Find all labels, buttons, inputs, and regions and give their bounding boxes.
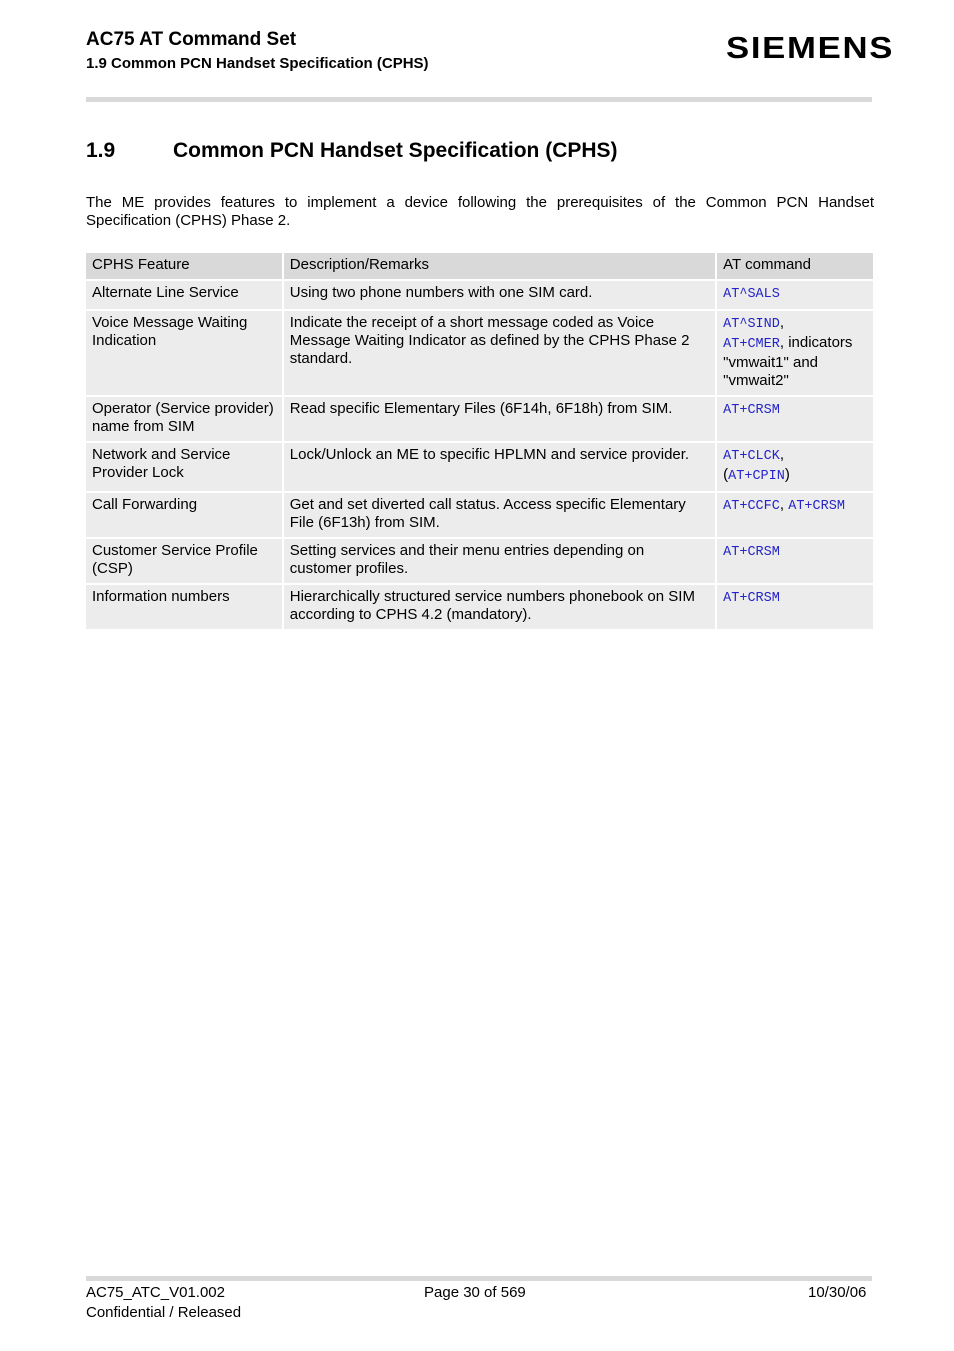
command-separator: , xyxy=(779,496,789,513)
description-cell: Lock/Unlock an ME to specific HPLMN and service provider. xyxy=(284,443,717,493)
description-cell: Get and set diverted call status. Access specific Elementary File (6F13h) from SIM. xyxy=(284,493,717,539)
command-separator: , xyxy=(779,314,785,331)
command-separator: , xyxy=(779,446,785,463)
table-header-row xyxy=(86,253,873,281)
table-row xyxy=(86,539,873,585)
command-link-ccfc[interactable]: AT+CCFC xyxy=(723,499,780,514)
command-cell xyxy=(717,539,873,585)
command-link-crsm[interactable]: AT+CRSM xyxy=(723,545,780,560)
footer-date: 10/30/06 xyxy=(808,1284,867,1301)
command-cell xyxy=(717,585,873,631)
command-cell xyxy=(717,311,873,397)
command-link-crsm[interactable]: AT+CRSM xyxy=(723,403,780,418)
description-cell: Hierarchically structured service numbers phonebook on SIM according to CPHS 4.2 (mandatory). xyxy=(284,585,717,631)
column-header-description: Description/Remarks xyxy=(284,253,717,281)
command-link-sind[interactable]: AT^SIND xyxy=(723,317,780,332)
command-link-crsm[interactable]: AT+CRSM xyxy=(788,499,845,514)
feature-cell: Information numbers xyxy=(86,585,284,631)
section-title: Common PCN Handset Specification (CPHS) xyxy=(173,139,618,162)
document-title: AC75 AT Command Set xyxy=(86,29,297,50)
section-number: 1.9 xyxy=(86,139,116,162)
description-cell: Read specific Elementary Files (6F14h, 6F18h) from SIM. xyxy=(284,397,717,443)
table-row xyxy=(86,281,873,311)
command-link-cmer[interactable]: AT+CMER xyxy=(723,337,780,352)
command-cell xyxy=(717,281,873,311)
feature-cell: Call Forwarding xyxy=(86,493,284,539)
column-header-at-command: AT command xyxy=(717,253,873,281)
description-cell: Setting services and their menu entries depending on customer profiles. xyxy=(284,539,717,585)
command-cell xyxy=(717,443,873,493)
feature-cell: Operator (Service provider) name from SIM xyxy=(86,397,284,443)
column-header-feature: CPHS Feature xyxy=(86,253,284,281)
footer-page-number: Page 30 of 569 xyxy=(424,1284,526,1301)
command-link-sals[interactable]: AT^SALS xyxy=(723,287,780,302)
feature-cell: Network and Service Provider Lock xyxy=(86,443,284,493)
table-row xyxy=(86,311,873,397)
header-divider xyxy=(86,97,872,102)
feature-cell: Voice Message Waiting Indication xyxy=(86,311,284,397)
footer-divider xyxy=(86,1276,872,1281)
table-row xyxy=(86,585,873,631)
cphs-feature-table xyxy=(86,253,873,631)
feature-cell: Alternate Line Service xyxy=(86,281,284,311)
description-cell: Using two phone numbers with one SIM card. xyxy=(284,281,717,311)
footer-document-id: AC75_ATC_V01.002 xyxy=(86,1284,225,1301)
description-cell: Indicate the receipt of a short message coded as Voice Message Waiting Indicator as defined by the CPHS Phase 2 standard. xyxy=(284,311,717,397)
section-heading xyxy=(86,139,618,163)
command-link-crsm[interactable]: AT+CRSM xyxy=(723,591,780,606)
command-note: , indicators "vmwait1" and "vmwait2" xyxy=(723,334,853,389)
close-paren: ) xyxy=(784,466,790,483)
open-paren: ( xyxy=(723,466,729,483)
table-row xyxy=(86,493,873,539)
command-cell xyxy=(717,397,873,443)
command-link-clck[interactable]: AT+CLCK xyxy=(723,449,780,464)
command-link-cpin[interactable]: AT+CPIN xyxy=(728,469,785,484)
feature-cell: Customer Service Profile (CSP) xyxy=(86,539,284,585)
command-cell xyxy=(717,493,873,539)
intro-paragraph: The ME provides features to implement a device following the prerequisites of the Common PCN Handset Specification (CPHS) Phase 2. xyxy=(86,194,874,229)
table-row xyxy=(86,443,873,493)
footer-status: Confidential / Released xyxy=(86,1304,242,1321)
siemens-logo: SIEMENS xyxy=(726,30,895,65)
table-row xyxy=(86,397,873,443)
chapter-subtitle: 1.9 Common PCN Handset Specification (CPHS) xyxy=(86,55,429,72)
